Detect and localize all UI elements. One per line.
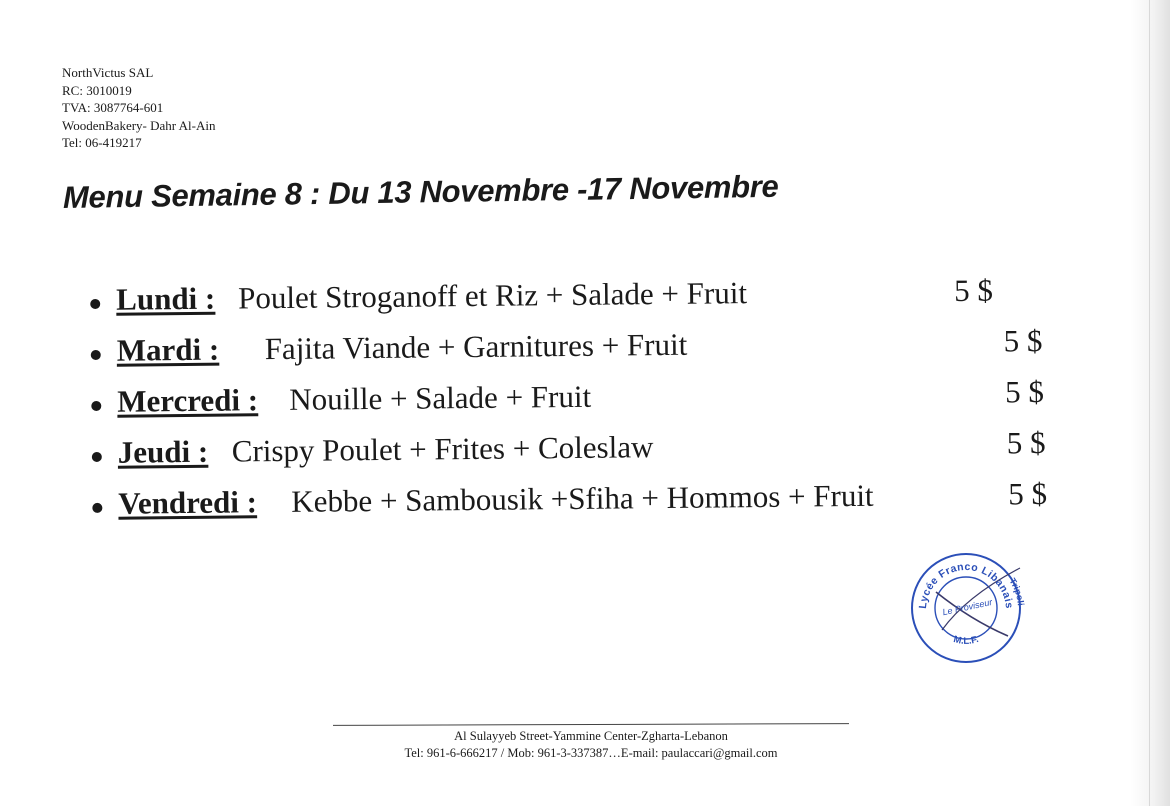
footer-contact: Tel: 961-6-666217 / Mob: 961-3-337387…E-mail: paulaccari@gmail.com — [404, 746, 778, 760]
bullet-icon — [90, 299, 100, 309]
menu-list — [90, 272, 1073, 537]
page-edge-shadow — [1130, 0, 1170, 806]
bullet-icon — [91, 350, 101, 360]
svg-text:M.L.F. — [952, 634, 980, 647]
menu-price: 5 $ — [1006, 425, 1046, 461]
bullet-icon — [92, 503, 102, 513]
menu-day: Vendredi : — [118, 484, 258, 521]
menu-price: 5 $ — [1003, 323, 1043, 359]
menu-day: Lundi : — [115, 280, 216, 317]
footer-address: Al Sulayyeb Street-Yammine Center-Zgharta-Lebanon — [454, 729, 728, 743]
menu-dish: Fajita Viande + Garnitures + Fruit — [264, 326, 688, 367]
page-edge-line — [1149, 0, 1150, 806]
bullet-icon — [91, 401, 101, 411]
menu-dish: Poulet Stroganoff et Riz + Salade + Fruit — [237, 275, 748, 316]
stamp-ring-bottom: M.L.F. — [952, 633, 980, 647]
menu-price: 5 $ — [1005, 374, 1045, 410]
footer-divider — [333, 723, 849, 726]
menu-item-vendredi — [92, 476, 1072, 537]
menu-dish: Crispy Poulet + Frites + Coleslaw — [231, 429, 654, 469]
menu-day: Jeudi : — [117, 433, 209, 470]
menu-price: 5 $ — [953, 272, 994, 308]
footer — [333, 728, 849, 762]
company-tel: Tel: 06-419217 — [62, 135, 142, 150]
school-stamp — [906, 548, 1026, 668]
menu-price: 5 $ — [1008, 475, 1048, 512]
stamp-ring-right: Tripoli — [1007, 576, 1026, 607]
company-branch: WoodenBakery- Dahr Al-Ain — [62, 117, 216, 133]
company-tva: TVA: 3087764-601 — [62, 100, 164, 115]
menu-day: Mardi : — [116, 331, 220, 368]
stamp-center: Le Proviseur — [941, 596, 994, 618]
menu-dish: Kebbe + Sambousik +Sfiha + Hommos + Fruit — [291, 477, 874, 519]
menu-day: Mercredi : — [117, 382, 259, 419]
company-header — [62, 64, 215, 152]
menu-dish: Nouille + Salade + Fruit — [289, 378, 592, 417]
bullet-icon — [92, 452, 102, 462]
menu-title: Menu Semaine 8 : Du 13 Novembre -17 Novembre — [62, 168, 779, 215]
company-rc: RC: 3010019 — [62, 82, 132, 98]
company-name: NorthVictus SAL — [62, 65, 154, 80]
stamp-ring-top: Lycée Franco Libanais — [916, 560, 1016, 610]
